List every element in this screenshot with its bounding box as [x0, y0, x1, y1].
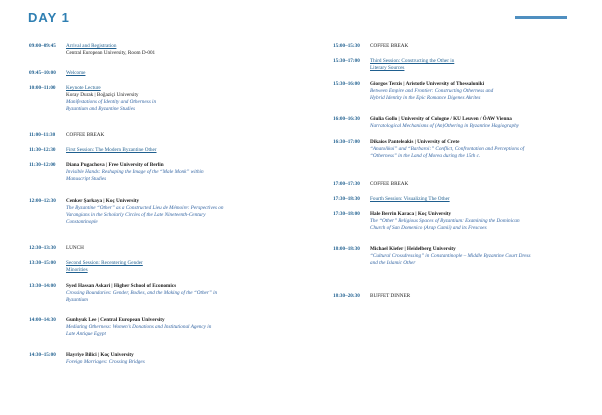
entry-time: 17:30–18:00	[333, 211, 360, 217]
entry-description-line: Constantinople	[66, 218, 98, 225]
entry-time: 15:00–15:30	[333, 43, 360, 49]
entry-content	[370, 43, 583, 50]
entry-content	[66, 43, 299, 57]
entry-description-line: Invisible Hands: Reshaping the Image of the “Male Monk” within	[66, 168, 204, 175]
entry-description-line: The “Other” Religious Spaces of Byzantium: Examining the Dominican	[370, 217, 520, 224]
entry-time: 16:30–17:00	[333, 139, 360, 145]
entry-time: 10:00–11:00	[29, 85, 56, 91]
entry-content	[370, 139, 583, 160]
entry-content	[370, 116, 583, 130]
entry-content	[370, 58, 583, 72]
entry-description-line: Church of San Domenico (Arap Camii) and its Frescoes	[370, 224, 487, 231]
entry-description-line: “Anatolikoi” and “Barbaroi:” Conflict, Confrontation and Perceptions of	[370, 145, 525, 152]
entry-title: Cenker Şarkaya | Koç University	[66, 198, 140, 204]
entry-content	[66, 162, 299, 183]
entry-content	[370, 196, 583, 203]
entry-content	[370, 181, 583, 188]
entry-description-line: Byzantium	[66, 296, 88, 303]
entry-title: Keynote Lecture	[66, 85, 101, 91]
title-rule	[515, 16, 567, 19]
entry-content	[370, 246, 583, 267]
entry-title: Giulia Gollo | University of Cologne / KU Leuven / ÖAW Vienna	[370, 116, 512, 122]
entry-time: 09:00–09:45	[29, 43, 56, 49]
entry-description-line: Narratological Mechanisms of (An)Othering in Byzantine Hagiography	[370, 122, 519, 129]
entry-title-continued: Literary Sources	[370, 64, 405, 71]
entry-content	[66, 132, 299, 139]
entry-description-line: The Byzantine “Other” as a Constructed Lieu de Mémoire: Perspectives on	[66, 204, 224, 211]
entry-description-line: Hybrid Identity in the Epic Romance Digenes Akrites	[370, 94, 481, 101]
entry-description-line: Crossing Boundaries: Gender, Bodies, and the Making of the “Other” in	[66, 289, 218, 296]
entry-title: BUFFET DINNER	[370, 293, 411, 299]
entry-description-line: Between Empire and Frontier: Constructing Otherness and	[370, 87, 494, 94]
entry-time: 13:30–15:00	[29, 260, 56, 266]
entry-content	[66, 70, 299, 77]
entry-time: 12:30–13:30	[29, 245, 56, 251]
entry-time: 11:30–12:00	[29, 162, 56, 168]
entry-title: COFFEE BREAK	[370, 181, 409, 187]
entry-time: 16:00–16:30	[333, 116, 360, 122]
day-title: DAY 1	[28, 10, 70, 25]
entry-content	[370, 81, 583, 102]
entry-title-continued: Minorities	[66, 266, 88, 273]
entry-content	[66, 245, 299, 252]
entry-title: Welcome	[66, 70, 86, 76]
entry-description-line: Late Antique Egypt	[66, 330, 106, 337]
entry-time: 17:30–18:30	[333, 196, 360, 202]
entry-time: 13:30–14:00	[29, 283, 56, 289]
entry-time: 17:00–17:30	[333, 181, 360, 187]
entry-title: COFFEE BREAK	[370, 43, 409, 49]
entry-content	[66, 283, 299, 304]
entry-location: Koray Durak | Boğaziçi University	[66, 91, 139, 98]
entry-title: COFFEE BREAK	[66, 132, 105, 138]
entry-time: 18:30–20:30	[333, 293, 360, 299]
entry-title: Michael Kiefer | Heidelberg University	[370, 246, 456, 252]
entry-description-line: “Cultural Crossdressing” in Constantinople – Middle Byzantine Court Dress	[370, 252, 531, 259]
entry-title: Fourth Session: Visualizing The Other	[370, 196, 450, 202]
entry-location: Central European University, Room D-001	[66, 49, 156, 56]
entry-content	[66, 260, 299, 274]
entry-time: 14:00–14:30	[29, 317, 56, 323]
entry-time: 11:00–11:30	[29, 132, 56, 138]
entry-title: Gunhyuk Lee | Central European University	[66, 317, 165, 323]
entry-title: Giorgos Terzis | Aristotle University of Thessaloniki	[370, 81, 485, 87]
entry-content	[66, 317, 299, 338]
entry-description-line: Varangians in the Scholarly Circles of the Late Nineteenth-Century	[66, 211, 206, 218]
entry-title: First Session: The Modern Byzantine Other	[66, 147, 157, 153]
entry-description-line: Byzantium and Byzantine Studies	[66, 105, 136, 112]
entry-title: Hayriye Bilici | Koç University	[66, 352, 134, 358]
entry-time: 18:00–18:30	[333, 246, 360, 252]
entry-description-line: Manifestations of Identity and Otherness in	[66, 98, 157, 105]
entry-description-line: and the Islamic Other	[370, 259, 416, 266]
entry-content	[66, 85, 299, 113]
entry-title: Dikaios Panteleakis | University of Crete	[370, 139, 460, 145]
entry-time: 15:30–16:00	[333, 81, 360, 87]
entry-content	[66, 147, 299, 154]
entry-time: 09:45–10:00	[29, 70, 56, 76]
entry-description-line: Mediating Otherness: Women’s Donations and Institutional Agency in	[66, 323, 212, 330]
entry-title: Third Session: Constructing the Other in	[370, 58, 455, 64]
entry-description-line: Manuscript Studies	[66, 175, 107, 182]
entry-content	[66, 352, 299, 366]
entry-title: Hale Berrin Karaca | Koç University	[370, 211, 452, 217]
entry-content	[370, 293, 583, 300]
entry-content	[66, 198, 299, 226]
entry-time: 11:30–12:30	[29, 147, 56, 153]
entry-title: Diana Pugachova | Free University of Berlin	[66, 162, 164, 168]
entry-title: Syed Hassan Askari | Higher School of Economics	[66, 283, 177, 289]
entry-description-line: “Otherness” in the Land of Morea during the 15th c.	[370, 152, 481, 159]
entry-time: 12:00–12:30	[29, 198, 56, 204]
entry-title: Second Session: Recentering Gender	[66, 260, 143, 266]
entry-title: LUNCH	[66, 245, 84, 251]
entry-content	[370, 211, 583, 232]
entry-description-line: Foreign Marriages: Crossing Bridges	[66, 358, 145, 365]
entry-title: Arrival and Registration	[66, 43, 117, 49]
entry-time: 15:30–17:00	[333, 58, 360, 64]
entry-time: 14:30–15:00	[29, 352, 56, 358]
